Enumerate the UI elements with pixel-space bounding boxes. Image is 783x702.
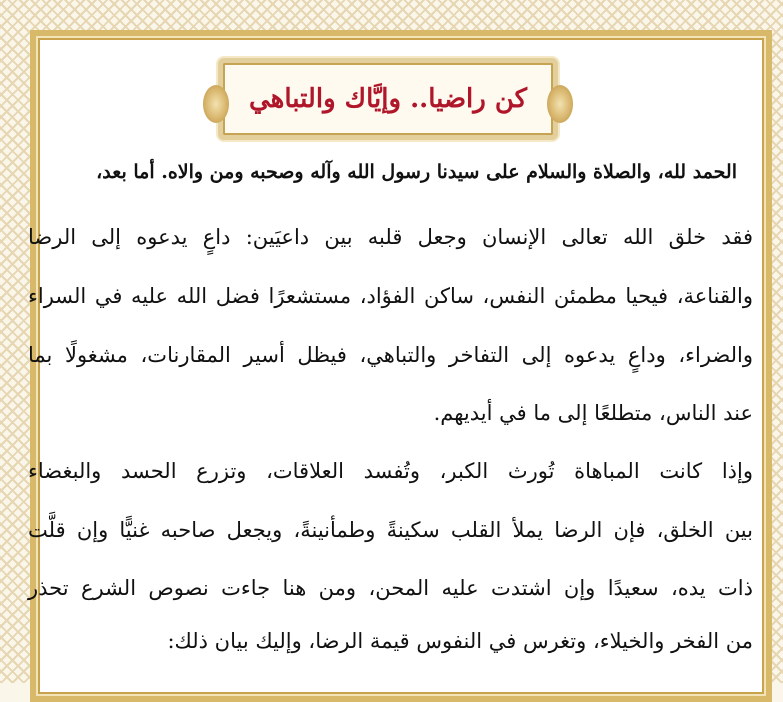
paragraph1-line: فقد خلق الله تعالى الإنسان وجعل قلبه بين داعيَين: داعٍ يدعوه إلى الرضا — [28, 225, 753, 249]
ornament-icon — [203, 85, 229, 123]
ornament-icon — [547, 85, 573, 123]
paragraph2-line: وإذا كانت المباهاة تُورث الكبر، وتُفسد العلاقات، وتزرع الحسد والبغضاء — [28, 459, 753, 483]
paragraph2-line: بين الخلق، فإن الرضا يملأ القلب سكينةً وطمأنينةً، ويجعل صاحبه غنيًّا وإن قلَّت — [28, 518, 753, 542]
paragraph2-line: من الفخر والخيلاء، وتغرس في النفوس قيمة الرضا، وإليك بيان ذلك: — [167, 629, 753, 653]
intro-heading: الحمد لله، والصلاة والسلام على سيدنا رسول الله وآله وصحبه ومن والاه. أما بعد، — [96, 161, 737, 183]
title-frame — [218, 58, 558, 140]
paragraph1-line: والقناعة، فيحيا مطمئن النفس، ساكن الفؤاد، مستشعرًا فضل الله عليه في السراء — [28, 284, 753, 308]
paragraph1-line: عند الناس، متطلعًا إلى ما في أيديهم. — [433, 401, 753, 425]
paragraph2-line: ذات يده، سعيدًا وإن اشتدت عليه المحن، ومن هنا جاءت نصوص الشرع تحذر — [28, 576, 753, 600]
page-title: كن راضيا.. وإيَّاك والتباهي — [248, 84, 528, 114]
paragraph1-line: والضراء، وداعٍ يدعوه إلى التفاخر والتباهي، فيظل أسير المقارنات، مشغولًا بما — [28, 343, 753, 367]
